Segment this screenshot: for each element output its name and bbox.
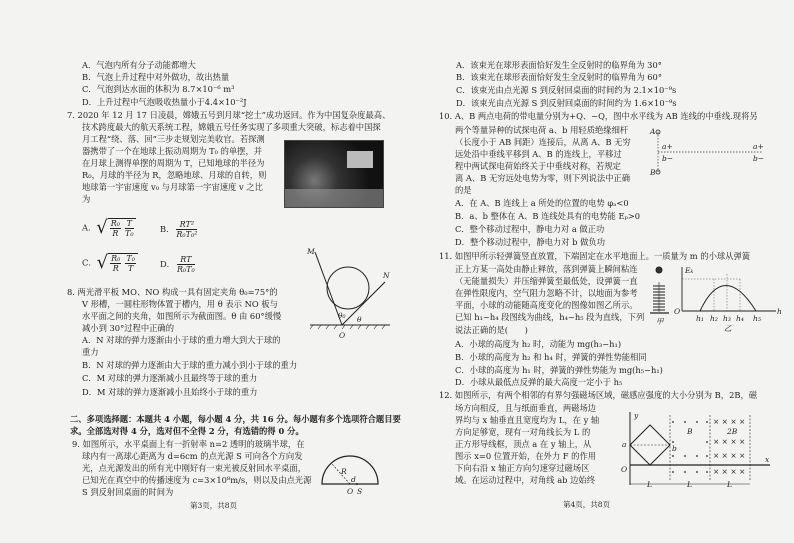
q10-option-a: A．在 A、B 连线上 a 所处的位置的电势 φₐ<0: [455, 198, 629, 208]
label-x-axis: x: [765, 455, 770, 464]
label-origin: O: [621, 465, 628, 474]
section-2-heading: 二、多项选择题：本题共 4 小题，每小题 4 分，共 16 分。每小题有多个选项符合题目要: [70, 414, 401, 424]
q11-line: 已知 h₁~h₄ 段图线为曲线，h₄~h₅ 段为直线，下列: [455, 312, 645, 322]
q12-line: 12. 如图所示，有两个相邻的有界匀强磁场区域，磁感应强度的大小分别为 B，2B，磁: [439, 390, 758, 400]
frac-den: R₀T₀²: [176, 230, 198, 239]
hemisphere-figure: [320, 452, 380, 497]
frac-num: R₀: [110, 219, 121, 228]
q10-line: （长度小于 AB 间距）连接后，从离 A、B 无穷: [455, 137, 631, 147]
label-a-charge: A: [650, 127, 656, 136]
label-b-charge: B: [650, 168, 656, 177]
width-l-1: L: [647, 480, 652, 489]
frac-den: T₀: [125, 229, 134, 238]
q10-option-d: D．整个移动过程中，静电力对 b 做负功: [455, 237, 605, 247]
sqrt-icon: √: [96, 217, 108, 238]
frac-den: T: [127, 264, 134, 273]
q12-line: 方向足够宽，现有一对角线长为 L 的: [455, 427, 591, 437]
q12-line: 界均与 x 轴垂直且宽度均为 L，在 y 轴: [455, 415, 600, 425]
q7-line: 在月球上测得单摆的周期为 T，已知地球的半径为: [82, 158, 265, 168]
label-m: M: [307, 247, 315, 256]
q9-line: 球内有一离球心距离为 d=6cm 的点光源 S 可向各个方向发: [82, 451, 303, 461]
label-a-vertex: a: [622, 440, 627, 449]
label-field-2b: 2B: [727, 427, 738, 436]
q10-line: 10. A、B 两点电荷的带电量分别为+Q、−Q，图中水平线为 AB 连线的中垂线.现将另: [439, 111, 758, 121]
page-footer-4: 第4页，共8页: [563, 500, 611, 509]
q8-line: V 形槽，一圆柱形物体置于槽内，用 θ 表示 NO 板与: [82, 299, 278, 309]
width-l-3: L: [727, 480, 732, 489]
q8-option-b: B．N 对球的弹力逐渐由大于球的重力减小到小于球的重力: [82, 360, 298, 370]
q7-line: 器携带了一个在地球上振动周期为 T₀ 的单摆，并: [82, 146, 263, 156]
tick-h1: h₁: [696, 314, 704, 323]
label-s: S: [357, 487, 363, 496]
label-h-axis: h: [777, 307, 782, 316]
q11-option-b: B．小球的高度为 h₂ 和 h₄ 时，弹簧的弹性势能相同: [455, 352, 647, 362]
q10-option-c: C．整个移动过程中，静电力对 a 做正功: [455, 224, 605, 234]
q9-option-d: D．该束光由点光源 S 到反射回桌面的时间约为 1.6×10⁻⁹s: [456, 98, 677, 108]
label-ek: Eₖ: [685, 266, 694, 275]
page-footer-3: 第3页，共8页: [190, 501, 238, 510]
label-theta: θ: [357, 315, 362, 324]
label-jia: 甲: [656, 317, 664, 326]
q7-line: R₀，月球的半径为 R，忽略地球、月球的自转，则: [82, 170, 267, 180]
q9-option-a: A．该束光在球形表面恰好发生全反射时的临界角为 30°: [456, 60, 662, 70]
q7-option-b: [160, 220, 199, 239]
q7-option-c: [82, 253, 138, 273]
q11-line: 正上方某一高处由静止释放，落到弹簧上瞬间粘连: [455, 264, 638, 274]
option-label: D．: [160, 259, 175, 269]
magnetic-field-figure: [621, 410, 775, 490]
tick-h2: h₂: [710, 314, 718, 323]
frac-num: RT: [177, 255, 195, 265]
q7-option-a: [82, 218, 136, 238]
tick-h3: h₃: [723, 314, 731, 323]
q8-option-c: C．M 对球的弹力逐渐减小且最终等于球的重力: [82, 373, 258, 383]
moon-landing-photo: [284, 140, 384, 208]
q7-line: 月工程“绕、落、回”三步走规划完美收官。若探测: [82, 134, 265, 144]
option-label: A．: [82, 222, 97, 233]
frac-num: T₀: [126, 254, 135, 263]
q9-option-b: B．该束光在球形表面恰好发生全反射时的临界角为 60°: [456, 72, 662, 82]
label-r: R: [341, 467, 347, 476]
q7-line: 地球第一宇宙速度 v₀ 与月球第一宇宙速度 v 之比: [82, 182, 263, 192]
frac-den: R₀T₀: [176, 265, 195, 274]
q9-line: 9. 如图所示，水平桌面上有一折射率 n=2 透明的玻璃半球，在: [72, 439, 305, 449]
q12-line: 域。在运动过程中，对角线 ab 边始终: [455, 475, 595, 485]
q9-line: 光，点光源发出的所有光中刚好有一束光被反射回水平桌面，: [82, 463, 307, 473]
q12-line: 下向右沿 x 轴正方向匀速穿过磁场区: [455, 463, 590, 473]
q6-option-a: A．气泡内所有分子动能都增大: [82, 60, 196, 70]
q10-line: 的是: [455, 185, 472, 195]
frac-num: R₀: [111, 254, 121, 263]
q11-line: 11. 如图甲所示轻弹簧竖直放置，下端固定在水平地面上。一质量为 m 的小球从弹簧: [439, 251, 751, 261]
q10-option-b: B．a、b 整体在 A、B 连线处具有的电势能 Eₚ>0: [455, 211, 641, 221]
q11-option-d: D．小球从最低点反弹的最大高度一定小于 h₅: [455, 377, 623, 387]
q10-line: 两个等量异种的试探电荷 a、b 用轻质绝缘细杆: [455, 125, 629, 135]
q8-option-a: A．N 对球的弹力逐渐由小于球的重力增大到大于球的: [82, 335, 281, 345]
q8-option-a-cont: 重力: [82, 347, 99, 357]
label-n: N: [383, 271, 390, 280]
q12-line: 图示 x=0 位置开始，在外力 F 的作用: [455, 451, 597, 461]
spring-figure: [650, 266, 672, 336]
q7-line: 为: [82, 194, 91, 204]
q10-line: 程中两试探电荷始终关于中垂线对称，若规定: [455, 161, 621, 171]
q6-option-b: B．气泡上升过程中对外做功，故出热量: [82, 72, 230, 82]
label-o: O: [347, 487, 354, 496]
svg-text:× × × ×: × × × ×: [713, 417, 746, 426]
q8-line: 水平面之间的夹角，如图所示为截面图。θ 由 60°缓慢: [82, 311, 282, 321]
width-l-2: L: [687, 480, 692, 489]
label-field-b: B: [687, 427, 693, 436]
v-groove-figure: [305, 240, 390, 345]
q9-line: S 到反射回桌面的时间为: [82, 487, 174, 497]
kinetic-energy-graph: [672, 264, 782, 334]
charges-figure: [650, 128, 775, 178]
q8-line: 减小到 30°过程中正确的: [82, 323, 175, 333]
q12-line: 正方形导线框，顶点 a 在 y 轴上，从: [455, 439, 592, 449]
q9-option-c: C．该束光由点光源 S 到反射回桌面的时间约为 2.1×10⁻⁹s: [456, 85, 677, 95]
q11-line: （无能量损失）并压缩弹簧至最低处，设弹簧一直: [455, 276, 638, 286]
svg-text:× × × ×: × × × ×: [713, 437, 746, 446]
svg-text:× × × ×: × × × ×: [713, 451, 746, 460]
q12-line: 场方向相反，且与纸面垂直，两磁场边: [455, 403, 597, 413]
q11-line: 平面，小球的动能随高度变化的图像如图乙所示。: [455, 300, 638, 310]
sqrt-icon: √: [96, 252, 109, 273]
q7-line: 7. 2020 年 12 月 17 日凌晨，嫦娥五号到月球“挖土”成功返回。作为中国复杂度最高、: [67, 110, 391, 120]
q11-option-c: C．小球的高度为 h₁ 时，弹簧的弹性势能为 mg(h₅−h₁): [455, 365, 663, 375]
option-label: B．: [160, 224, 175, 234]
label-y-axis: y: [634, 411, 639, 420]
probe-b-far: b−: [753, 154, 765, 163]
q7-option-d: [160, 255, 197, 274]
q8-option-d: D．M 对球的弹力逐渐减小且始终小于球的重力: [82, 387, 258, 397]
label-yi: 乙: [724, 324, 732, 333]
q11-option-a: A．小球的高度为 h₂ 时，动能为 mg(h₃−h₁): [455, 339, 622, 349]
q8-line: 8. 两光滑平板 MO、NO 构成一具有固定夹角 θ₀=75°的: [67, 287, 278, 297]
frac-den: R: [112, 264, 119, 273]
option-label: C．: [82, 257, 97, 268]
tick-h4: h₄: [736, 314, 744, 323]
frac-num: T: [126, 219, 132, 228]
q11-line: 在弹性限度内，空气阻力忽略不计，以地面为参考: [455, 288, 638, 298]
label-origin: O: [674, 307, 681, 316]
q6-option-c: C．气泡到达水面的体积为 8.7×10⁻⁶ m³: [82, 84, 235, 94]
probe-a-far: a+: [753, 142, 764, 151]
section-2-heading-cont: 求。全部选对得 4 分，选对但不全得 2 分，有选错的得 0 分。: [70, 426, 304, 436]
q6-option-d: D．上升过程中气泡吸收热量小于4.4×10⁻²J: [82, 97, 247, 107]
tick-h5: h₅: [753, 314, 761, 323]
frac-den: R: [112, 229, 119, 238]
label-theta0: θ₀: [338, 311, 346, 320]
probe-b: b−: [662, 154, 674, 163]
q11-line: 说法正确的是( ): [455, 325, 528, 335]
label-o: O: [339, 331, 346, 340]
q7-line: 技术跨度最大的航天系统工程，嫦娥五号任务实现了多项重大突破，标志着中国探: [82, 122, 381, 132]
q10-line: 远处沿中垂线平移到 A、B 的连线上，平移过: [455, 149, 622, 159]
label-b-vertex: b: [672, 444, 677, 453]
frac-num: RT²: [176, 220, 197, 230]
q10-line: 离 A、B 无穷远处电势为零，则下列说法中正确: [455, 173, 631, 183]
q9-line: 已知光在真空中的传播速度为 c=3×10⁸m/s，则以及由点光源: [82, 475, 312, 485]
label-d: d: [351, 475, 356, 484]
svg-text:× × × ×: × × × ×: [713, 467, 746, 476]
probe-a: a+: [662, 142, 673, 151]
